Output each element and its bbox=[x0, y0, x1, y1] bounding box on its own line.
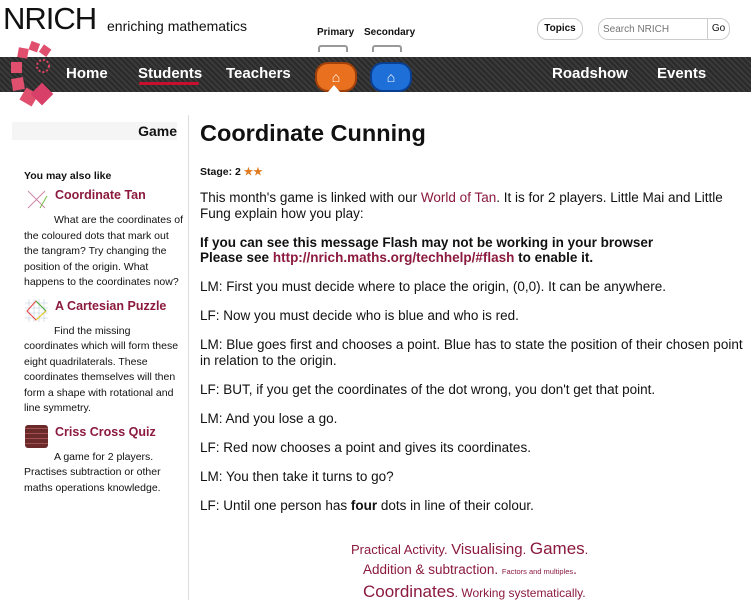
related-item bbox=[24, 425, 186, 497]
dialogue-line: LM: You then take it turns to go? bbox=[200, 468, 394, 484]
tag-link[interactable]: Coordinates bbox=[363, 582, 455, 601]
secondary-home-button[interactable] bbox=[370, 62, 412, 92]
intro-text: This month's game is linked with our bbox=[200, 190, 421, 205]
primary-bracket bbox=[318, 45, 348, 52]
stage-label: Stage: 2 bbox=[200, 166, 241, 178]
stage-stars-icon: ★★ bbox=[243, 166, 263, 178]
related-item bbox=[24, 299, 186, 417]
flash-warning: If you can see this message Flash may not be working in your browser bbox=[200, 234, 654, 250]
secondary-bracket bbox=[372, 45, 402, 52]
tag-cloud: Practical Activity. Visualising. Games. Addition & subtraction. Factors and multiples. Coordinates. Working systematically. bbox=[351, 539, 589, 601]
criss-cross-quiz-thumbnail[interactable] bbox=[25, 425, 48, 448]
go-button[interactable]: Go bbox=[707, 19, 729, 39]
dialogue-line: LF: BUT, if you get the coordinates of the dot wrong, you don't get that point. bbox=[200, 381, 656, 397]
intro-text: . It is for 2 players. Little Mai and Little Fung explain how you play: bbox=[200, 190, 723, 221]
dialogue-line: LM: First you must decide where to place the origin, (0,0). It can be anywhere. bbox=[200, 279, 666, 294]
tagline: enriching mathematics bbox=[107, 18, 248, 34]
nrich-logo[interactable]: NRICH bbox=[3, 1, 97, 36]
page-title: Coordinate Cunning bbox=[200, 120, 426, 146]
related-desc: A game for 2 players. Practises subtraction or other maths operations knowledge. bbox=[24, 450, 161, 494]
nav-students[interactable]: Students bbox=[138, 65, 203, 82]
coordinate-tan-thumbnail[interactable] bbox=[25, 188, 48, 211]
spiral-logo-icon bbox=[8, 40, 58, 112]
also-like-heading: You may also like bbox=[24, 170, 112, 182]
nav-roadshow[interactable]: Roadshow bbox=[552, 65, 628, 82]
dialogue-line: LF: Until one person has bbox=[200, 497, 351, 513]
tag-link[interactable]: Working systematically bbox=[461, 586, 583, 600]
secondary-label[interactable]: Secondary bbox=[364, 27, 416, 38]
dialogue-line: LM: And you lose a go. bbox=[200, 410, 338, 426]
related-link-cartesian-puzzle[interactable]: A Cartesian Puzzle bbox=[55, 298, 167, 313]
related-sidebar bbox=[24, 170, 186, 504]
tag-link[interactable]: Games bbox=[529, 539, 585, 558]
related-link-criss-cross-quiz[interactable]: Criss Cross Quiz bbox=[55, 424, 156, 439]
primary-label[interactable]: Primary bbox=[317, 27, 355, 38]
tag-link[interactable]: Addition & subtraction bbox=[363, 562, 495, 577]
house-icon: ⌂ bbox=[331, 69, 341, 85]
emphasis: four bbox=[350, 497, 378, 513]
pointer-arrow bbox=[328, 85, 340, 92]
flash-text: Please see bbox=[200, 250, 273, 265]
search-input[interactable] bbox=[599, 19, 707, 39]
house-icon: ⌂ bbox=[386, 69, 396, 85]
tag-link[interactable]: Visualising bbox=[451, 541, 523, 558]
related-link-coordinate-tan[interactable]: Coordinate Tan bbox=[55, 188, 146, 202]
flash-text: to enable it. bbox=[514, 250, 594, 265]
search-box bbox=[598, 18, 730, 40]
dialogue-line: LM: Blue goes first and chooses a point. Blue has to state the position of their chosen point in relation to the origin. bbox=[200, 337, 743, 368]
techhelp-link[interactable]: http://nrich.maths.org/techhelp/#flash bbox=[272, 250, 515, 265]
dialogue-line: dots in line of their colour. bbox=[377, 497, 534, 513]
cartesian-puzzle-thumbnail[interactable] bbox=[25, 299, 48, 322]
world-of-tan-link[interactable]: World of Tan bbox=[420, 190, 497, 205]
related-desc: What are the coordinates of the coloured dots that mark out the tangram? Try changing the position of the origin. What happens to the coordinates now? bbox=[24, 214, 183, 288]
topics-button[interactable]: Topics bbox=[537, 18, 583, 40]
related-desc: Find the missing coordinates which will form these eight quadrilaterals. These coordinates themselves will then form a shape with rotational and line symmetry. bbox=[24, 324, 179, 414]
dialogue-line: LF: Now you must decide who is blue and who is red. bbox=[200, 308, 519, 323]
main-content bbox=[200, 115, 745, 513]
tag-link[interactable]: Factors and multiples bbox=[501, 567, 574, 576]
nav-teachers[interactable]: Teachers bbox=[226, 65, 291, 82]
active-underline bbox=[139, 82, 199, 85]
nav-home[interactable]: Home bbox=[66, 65, 108, 82]
nav-events[interactable]: Events bbox=[657, 65, 707, 82]
sidebar-heading: Game bbox=[12, 122, 177, 140]
tag-link[interactable]: Practical Activity bbox=[351, 542, 444, 557]
divider bbox=[188, 115, 189, 600]
related-item bbox=[24, 188, 186, 291]
dialogue-line: LF: Red now chooses a point and gives its coordinates. bbox=[200, 439, 531, 455]
